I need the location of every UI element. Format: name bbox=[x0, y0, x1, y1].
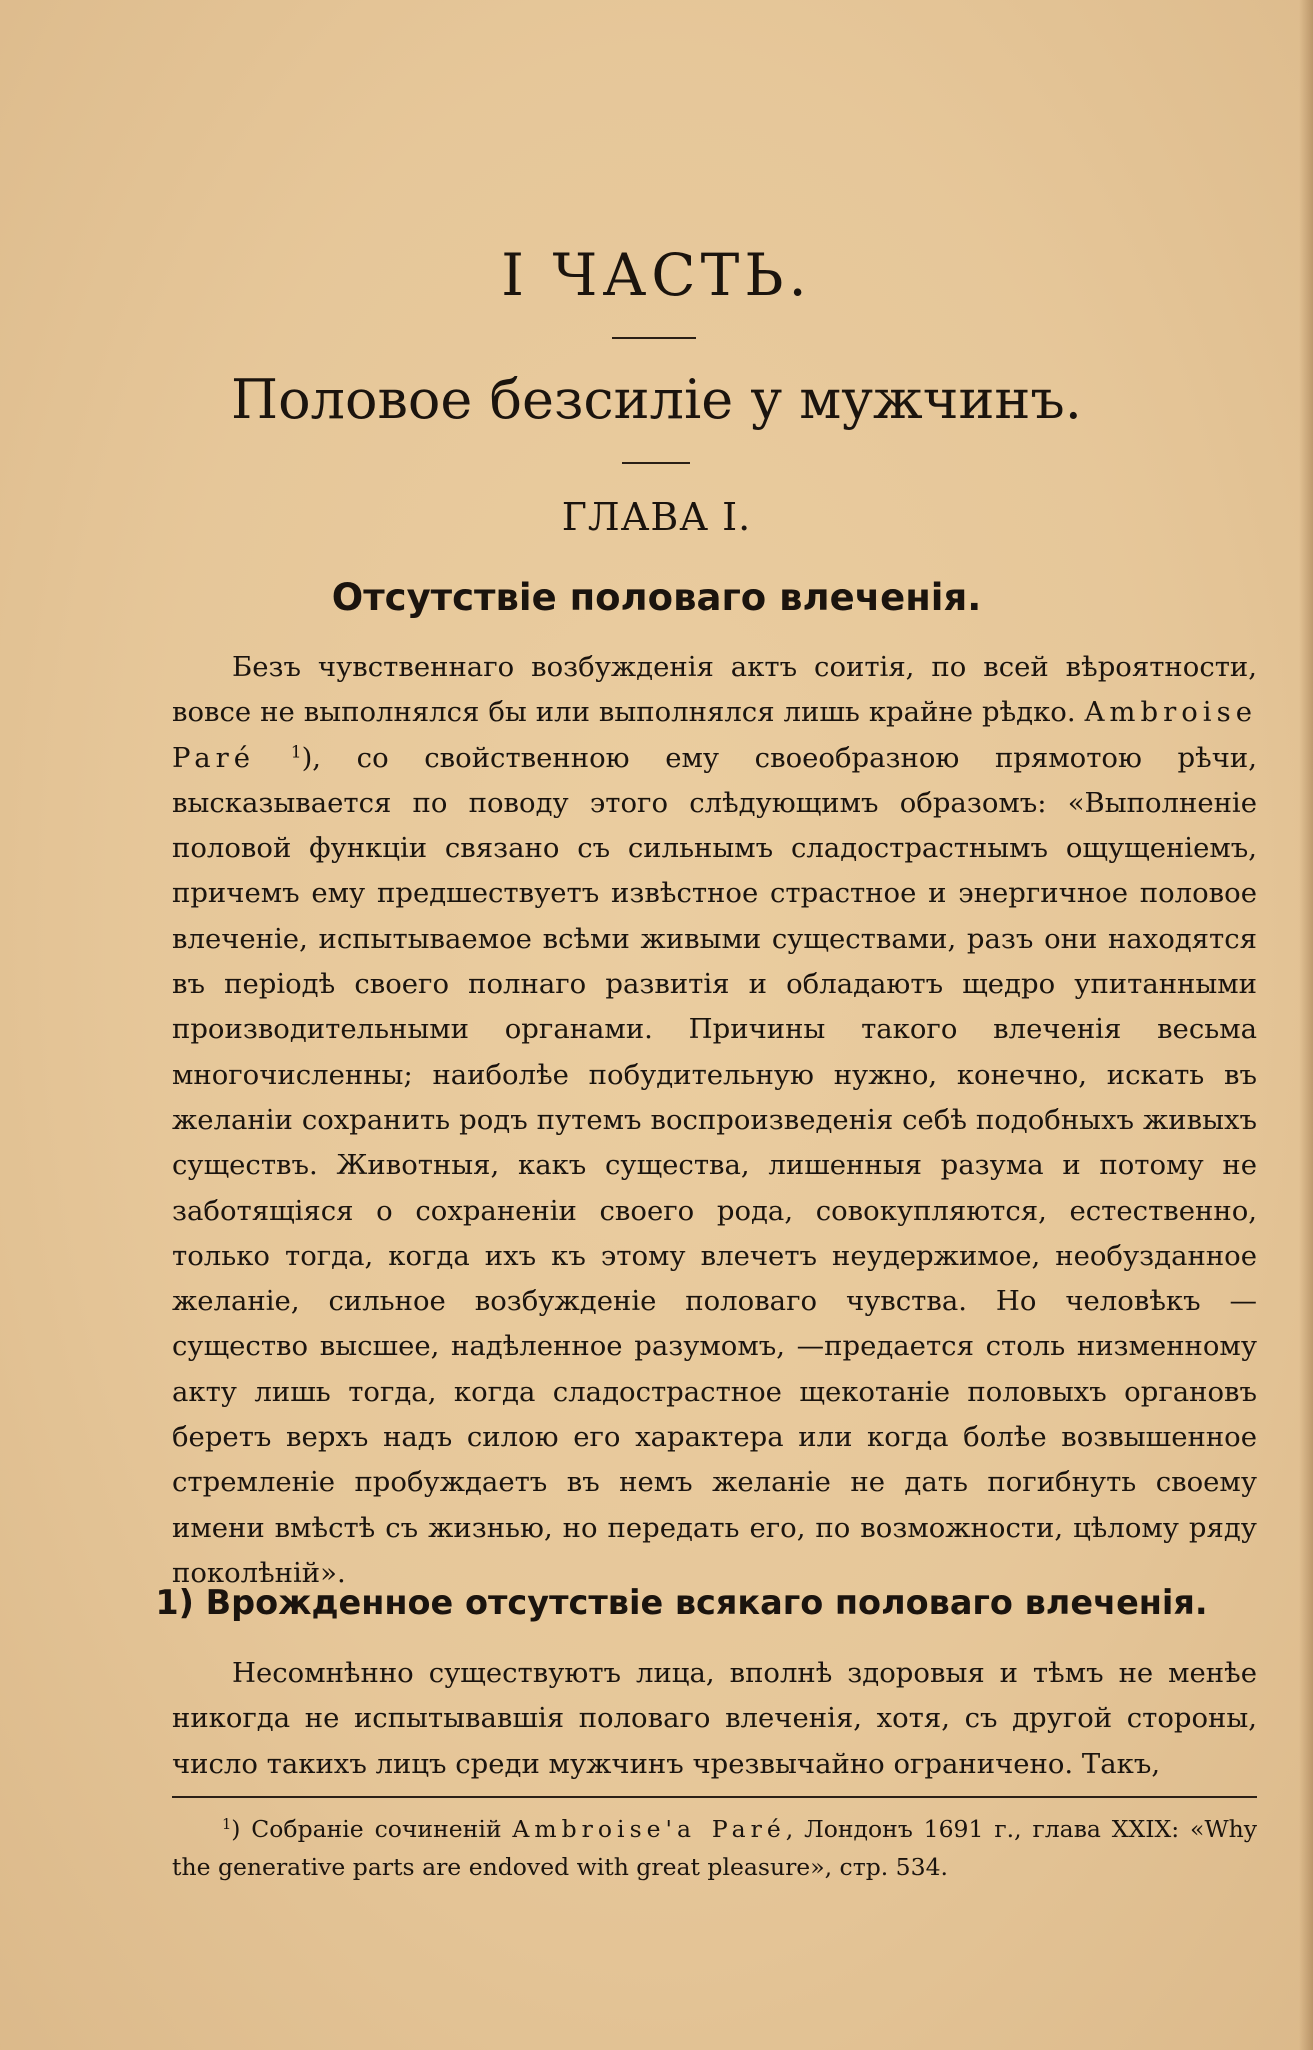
title-divider bbox=[612, 337, 696, 339]
author-name: Ambroise'a Paré bbox=[512, 1815, 786, 1843]
author-name: Ambroise Paré bbox=[172, 696, 1257, 774]
footnote-marker: 1 bbox=[290, 742, 302, 763]
title-divider bbox=[622, 462, 690, 464]
footnote-divider bbox=[172, 1796, 1257, 1798]
part-title: I ЧАСТЬ. bbox=[501, 241, 812, 309]
book-title: Половое безсиліе у мужчинъ. bbox=[231, 368, 1082, 431]
body-text bbox=[172, 645, 1257, 1596]
paragraph: Безъ чувственнаго возбужденія актъ соитія, по всей вѣроятности, вовсе не выполнялся бы или выполнялся лишь крайне рѣдко. Ambroise Paré $^1$), со свойственною ему своеобразною прямотою рѣчи, высказывается по поводу этого слѣдующимъ образомъ: «Выполненіе половой функціи связано съ сильнымъ сладострастнымъ ощущеніемъ, причемъ ему предшествуетъ извѣстное страстное и энергичное половое влеченіе, испытываемое всѣми живыми существами, разъ они находятся въ періодѣ своего полнаго развитія и обладаютъ щедро упитанными производительными органами. Причины такого влеченія весьма многочисленны; наиболѣе побудительную нужно, конечно, искать въ желаніи сохранить родъ путемъ воспроизведенія себѣ подобныхъ живыхъ существъ. Животныя, какъ существа, лишенныя разума и потому не заботящіяся о сохраненіи своего рода, совокупляются, естественно, только тогда, когда ихъ къ этому влечетъ неудержимое, необузданное желаніе, сильное возбужденіе половаго чувства. Но человѣкъ — существо высшее, надѣленное разумомъ, —предается столь низменному акту лишь тогда, когда сладострастное щекотаніе половыхъ органовъ беретъ верхъ надъ силою его характера или когда болѣе возвышенное стремленіе пробуждаетъ въ немъ желаніе не дать погибнуть своему имени вмѣстѣ съ жизнью, но передать его, по возможности, цѣлому ряду поколѣній». bbox=[172, 651, 1257, 1589]
footnote-marker: 1 bbox=[222, 1816, 232, 1833]
subsection-title: 1) Врожденное отсутствіе всякаго половаго влеченія. bbox=[155, 1583, 1208, 1622]
body-text bbox=[172, 1651, 1257, 1787]
section-title: Отсутствіе половаго влеченія. bbox=[331, 576, 982, 619]
footnote-text: $^1$) Собраніе сочиненій Ambroise'a Paré, Лондонъ 1691 г., глава XXIX: «Why the generative parts are endoved with great pleasure», стр. 534. bbox=[172, 1815, 1258, 1881]
chapter-heading: ГЛАВА I. bbox=[561, 495, 752, 539]
footnote bbox=[172, 1810, 1257, 1886]
paragraph: Несомнѣнно существуютъ лица, вполнѣ здоровыя и тѣмъ не менѣе никогда не испытывавшія половаго влеченія, хотя, съ другой стороны, число такихъ лицъ среди мужчинъ чрезвычайно ограничено. Такъ, bbox=[172, 1657, 1257, 1780]
